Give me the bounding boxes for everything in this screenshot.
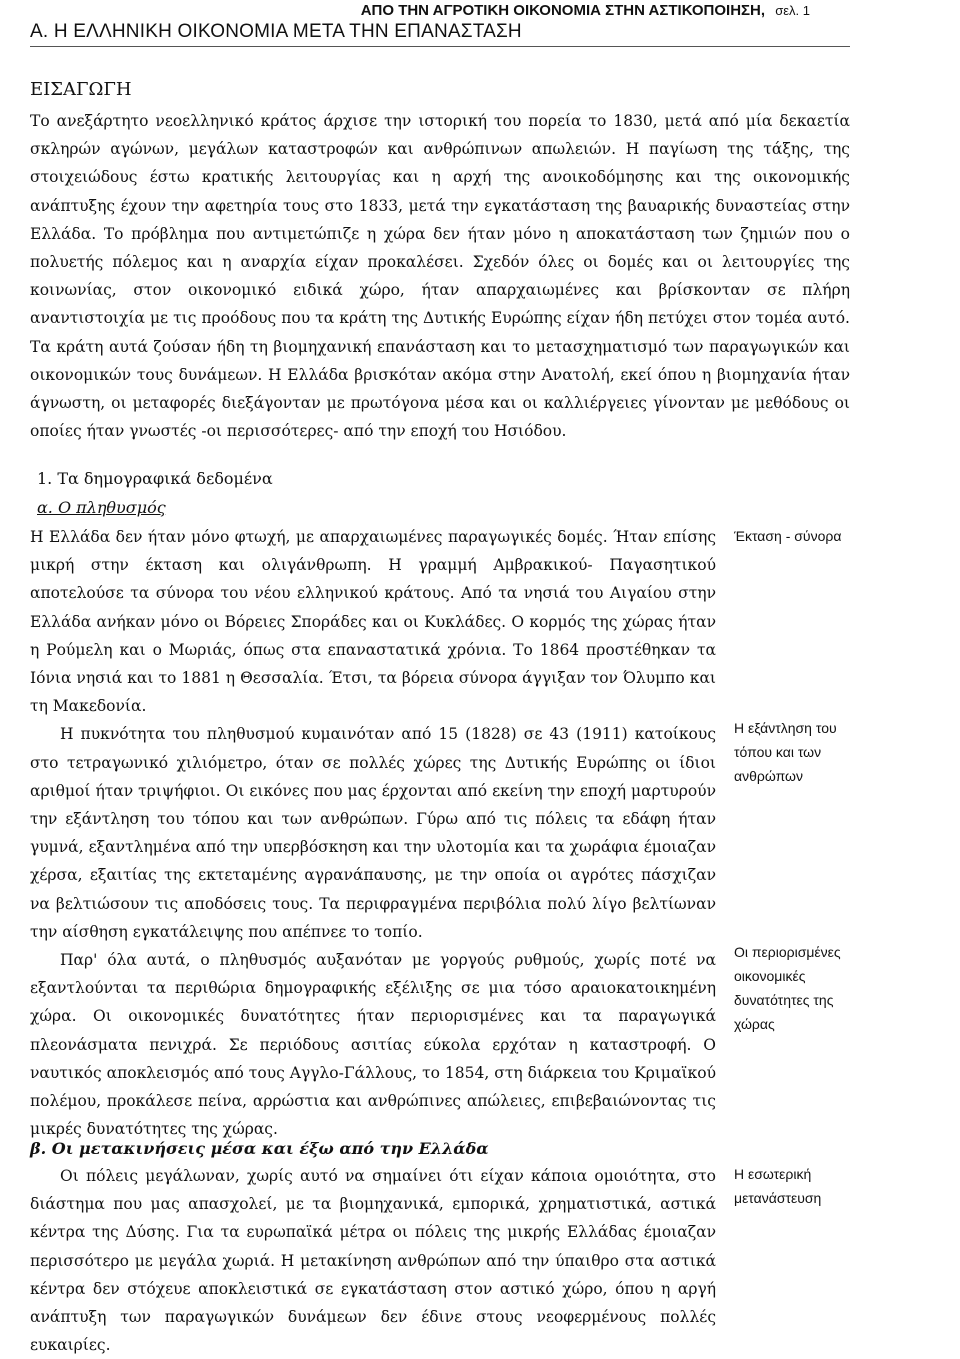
margin-note-area-borders: Έκταση - σύνορα — [734, 528, 842, 544]
running-header — [250, 2, 810, 20]
population-paragraph-3: Παρ' όλα αυτά, ο πληθυσμός αυξανόταν με γοργούς ρυθμούς, χωρίς ποτέ να εξαντλούνται τα περιθώρια δημογραφικής εξέλιξης σε μια τόσο αραιοκατοικημένη χώρα. Οι οικονομικές δυνατότητες ήταν περιορισμένες και τα παραγωγικά πλεονάσματα πενιχρά. Σε περιόδους ασιτίας εύκολα ερχόταν η καταστροφή. Ο ναυτικός αποκλεισμός από τους Αγγλο-Γάλλους, το 1854, στη διάρκεια του Κριμαϊκού πολέμου, προκάλεσε πείνα, αρρώστια και ανθρώπινες απώλειες, επιβεβαιώνοντας τις μικρές δυνατότητες της χώρας. — [30, 951, 716, 1139]
intro-paragraph: Το ανεξάρτητο νεοελληνικό κράτος άρχισε την ιστορική του πορεία το 1830, μετά από μία δεκαετία σκληρών αγώνων, μεγάλων καταστροφών και ανθρώπινων απωλειών. Η παγίωση της τάξης, της στοιχειώδους έστω κρατικής λειτουργίας και η αρχή της ανοικοδόμησης και της οικονομικής ανάπτυξης έχουν την αφετηρία τους στο 1833, μετά την εγκατάσταση της βαυαρικής δυναστείας στην Ελλάδα. Το πρόβλημα που αντιμετώπιζε η χώρα δεν ήταν μόνο η αποκατάσταση των ζημιών που ο πολυετής πόλεμος και η αναρχία είχαν προκαλέσει. Σχεδόν όλες οι δομές και οι λειτουργίες της κοινωνίας, στον οικονομικό ειδικά χώρο, ήταν απαρχαιωμένες και βρίσκονταν σε πλήρη αναντιστοιχία με τις προόδους που τα κράτη της Δυτικής Ευρώπης είχαν ήδη πετύχει στον τομέα αυτό. Τα κράτη αυτά ζούσαν ήδη τη βιομηχανική επανάσταση και το μετασχηματισμό των παραγωγικών και οικονομικών τους δυνάμεων. Η Ελλάδα βρισκόταν ακόμα στην Ανατολή, εκεί όπου η βιομηχανία ήταν άγνωστη, οι μεταφορές διεξάγονταν με πρωτόγονα μέσα και οι καλλιέργειες γίνονταν με μεθόδους οι οποίες ήταν γνωστές -οι περισσότερες- από την εποχή του Ησιόδου. — [30, 112, 850, 441]
margin-note-exhaustion: Η εξάντληση του τόπου και των ανθρώπων — [734, 720, 837, 784]
margin-note-internal-migration: Η εσωτερική μετανάστευση — [734, 1166, 822, 1206]
intro-heading: ΕΙΣΑΓΩΓΗ — [30, 79, 132, 100]
page-reference: σελ. 1 — [775, 3, 810, 18]
subsection-heading-population: α. Ο πληθυσμός — [37, 498, 166, 517]
population-paragraph-1: Η Ελλάδα δεν ήταν μόνο φτωχή, με απαρχαιωμένες παραγωγικές δομές. Ήταν επίσης μικρή στην έκταση και ολιγάνθρωπη. Η γραμμή Αμβρακικού- Παγασητικού αποτελούσε τα σύνορα του νέου ελληνικού κράτους. Από τα νησιά του Αιγαίου στην Ελλάδα ανήκαν μόνο οι Βόρειες Σποράδες και οι Κυκλάδες. Ο κορμός της χώρας ήταν η Ρούμελη και ο Μωριάς, όπως στα επαναστατικά χρόνια. Το 1864 προστέθηκαν τα Ιόνια νησιά και το 1881 η Θεσσαλία. Έτσι, τα βόρεια σύνορα άγγιξαν τον Όλυμπο και τη Μακεδονία. — [30, 528, 716, 716]
migration-text — [30, 1162, 716, 1359]
running-title: ΑΠΟ ΤΗΝ ΑΓΡΟΤΙΚΗ ΟΙΚΟΝΟΜΙΑ ΣΤΗΝ ΑΣΤΙΚΟΠΟΙΗΣΗ, — [360, 2, 766, 19]
population-paragraph-2: Η πυκνότητα του πληθυσμού κυμαινόταν από 15 (1828) σε 43 (1911) κατοίκους στο τετραγωνικό χιλιόμετρο, όταν σε πολλές χώρες της Δυτικής Ευρώπης οι ίδιοι αριθμοί ήταν τριψήφιοι. Οι εικόνες που μας έρχονται από εκείνη την εποχή μαρτυρούν την εξάντληση του τόπου και των ανθρώπων. Γύρω από τις πόλεις τα εδάφη ήταν γυμνά, εξαντλημένα από την υπερβόσκηση και την υλοτομία και τα χωράφια έμοιαζαν χέρσα, εξαιτίας της εκτεταμένης αγρανάπαυσης, με την οποία οι αγρότες πάσχιζαν να βελτιώσουν τις αποδόσεις τους. Τα περιφραγμένα περιβόλια πολύ λίγο βελτίωναν την αίσθηση εγκατάλειψης που απέπνεε το τοπίο. — [30, 725, 716, 941]
section-heading-demographics: 1. Τα δημογραφικά δεδομένα — [37, 469, 273, 488]
margin-note-limited-economy: Οι περιορισμένες οικονομικές δυνατότητες της χώρας — [734, 944, 841, 1032]
subsection-heading-migration: β. Οι μετακινήσεις μέσα και έξω από την Ελλάδα — [30, 1139, 489, 1158]
migration-paragraph-1: Οι πόλεις μεγάλωναν, χωρίς αυτό να σημαίνει ότι είχαν κάποια ομοιότητα, στο διάστημα που μας απασχολεί, με τα βιομηχανικά, εμπορικά, χρηματιστικά, αστικά κέντρα της Δύσης. Για τα ευρωπαϊκά μέτρα οι πόλεις της μικρής Ελλάδας έμοιαζαν περισσότερο με μεγάλα χωριά. Η μετακίνηση ανθρώπων από την ύπαιθρο στα αστικά κέντρα δεν στόχευε αποκλειστικά σε εγκατάσταση στον αστικό χώρο, όπου η αργή ανάπτυξη των παραγωγικών δυνάμεων δεν έδινε στους νεοφερμένους πολλές ευκαιρίες. — [30, 1167, 716, 1355]
chapter-title: Α. Η ΕΛΛΗΝΙΚΗ ΟΙΚΟΝΟΜΙΑ ΜΕΤΑ ΤΗΝ ΕΠΑΝΑΣΤΑΣΗ — [30, 20, 850, 47]
population-text — [30, 523, 716, 1143]
